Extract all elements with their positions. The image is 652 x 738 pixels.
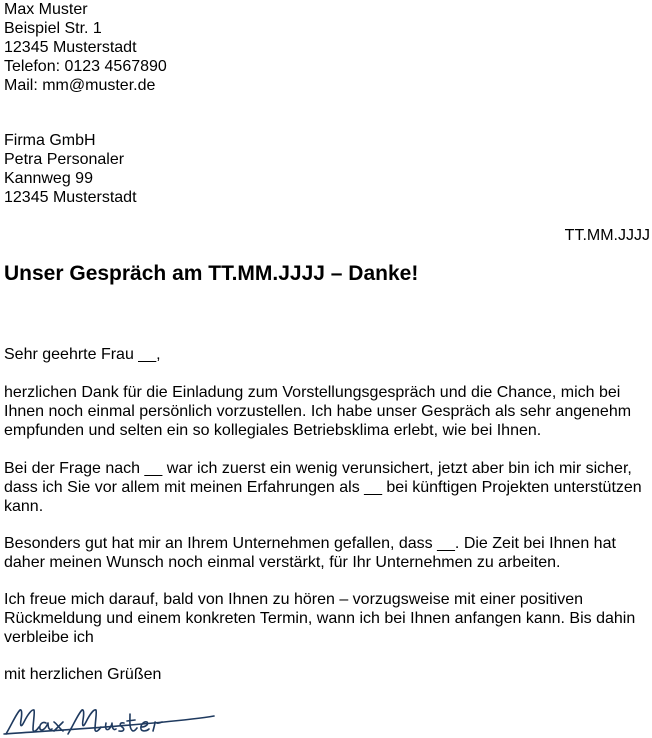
recipient-street: Kannweg 99 (4, 170, 93, 187)
paragraph-line: Rückmeldung und einem konkreten Termin, wann ich bei Ihnen anfangen kann. Bis dahin (4, 610, 636, 627)
recipient-company: Firma GmbH (4, 132, 96, 149)
sender-name: Max Muster (4, 1, 88, 18)
sender-address (4, 0, 167, 95)
paragraph-line: Besonders gut hat mir an Ihrem Unternehmen gefallen, dass __. Die Zeit bei Ihnen hat (4, 535, 616, 552)
sender-city: 12345 Musterstadt (4, 39, 137, 56)
body-paragraph (4, 590, 652, 647)
paragraph-line: kann. (4, 498, 44, 515)
paragraph-line: verbleibe ich (4, 629, 94, 646)
sender-mail: Mail: mm@muster.de (4, 77, 156, 94)
paragraph-line: empfunden und selten ein so kollegiales Betriebsklima erlebt, wie bei Ihnen. (4, 422, 542, 439)
paragraph-line: Bei der Frage nach __ war ich zuerst ein wenig verunsichert, jetzt aber bin ich mir sicher, (4, 460, 632, 477)
paragraph-line: Ich freue mich darauf, bald von Ihnen zu hören – vorzugsweise mit einer positiven (4, 591, 583, 608)
closing-phrase: mit herzlichen Grüßen (4, 666, 162, 683)
handwritten-signature (2, 700, 217, 738)
paragraph-line: herzlichen Dank für die Einladung zum Vorstellungsgespräch und die Chance, mich bei (4, 384, 621, 401)
body-paragraph (4, 383, 652, 440)
body-paragraph (4, 534, 652, 572)
recipient-address (4, 131, 137, 207)
recipient-city: 12345 Musterstadt (4, 189, 137, 206)
paragraph-line: Ihnen noch einmal persönlich vorzustellen. Ich habe unser Gespräch als sehr angenehm (4, 403, 632, 420)
sender-street: Beispiel Str. 1 (4, 20, 102, 37)
body-paragraph (4, 459, 652, 516)
salutation: Sehr geehrte Frau __, (4, 346, 161, 363)
paragraph-line: dass ich Sie vor allem mit meinen Erfahrungen als __ bei künftigen Projekten unterstützen (4, 479, 642, 496)
letter-date: TT.MM.JJJJ (564, 227, 650, 244)
paragraph-line: daher meinen Wunsch noch einmal verstärkt, für Ihr Unternehmen zu arbeiten. (4, 554, 561, 571)
recipient-person: Petra Personaler (4, 151, 125, 168)
sender-phone: Telefon: 0123 4567890 (4, 58, 167, 75)
letter-subject: Unser Gespräch am TT.MM.JJJJ – Danke! (4, 262, 419, 285)
